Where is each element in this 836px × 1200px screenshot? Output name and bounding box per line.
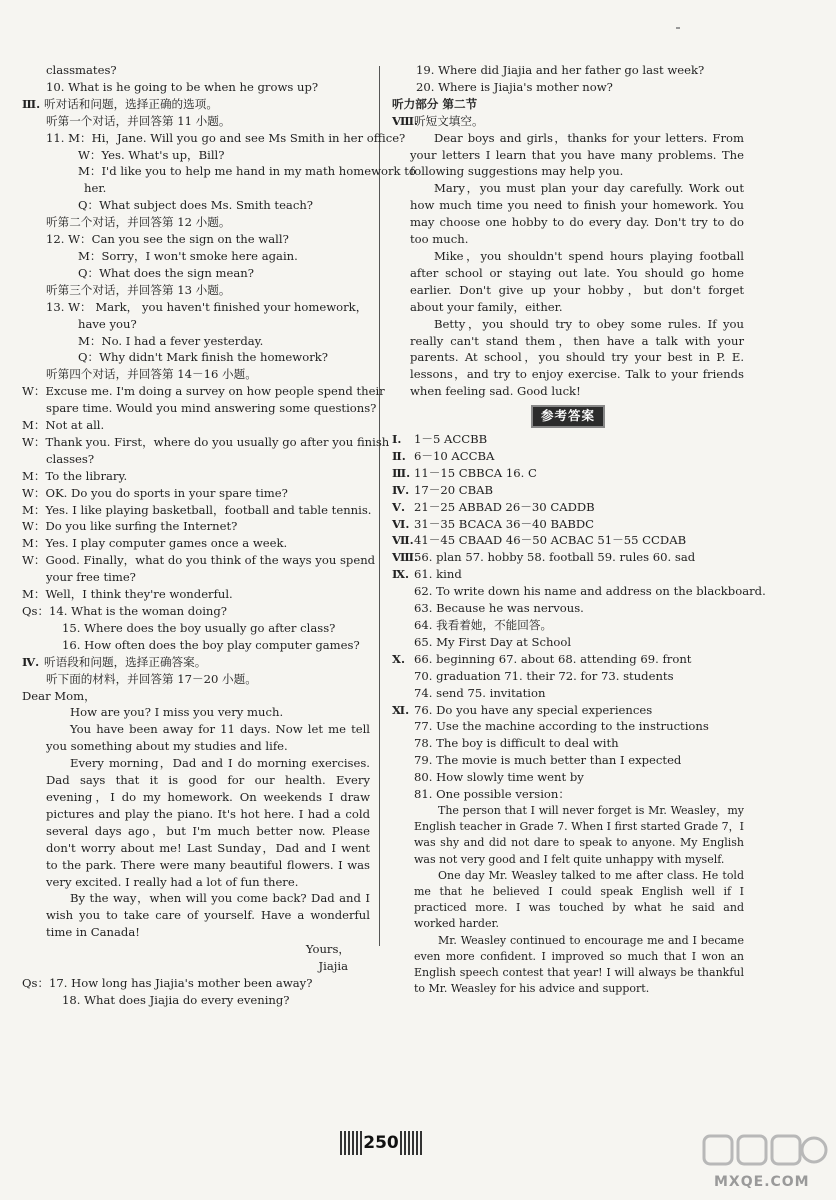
text-line	[22, 485, 370, 502]
text-line	[22, 130, 406, 147]
text-line	[22, 535, 370, 552]
answer-section-numeral: Ⅷ.	[392, 550, 419, 565]
page-number: 250	[363, 1133, 399, 1153]
answer-text: 80. How slowly time went by	[414, 770, 584, 785]
answer-row	[392, 532, 744, 549]
answer-text: 41－45 CBAAD 46－50 ACBAC 51－55 CCDAB	[414, 533, 687, 548]
text-line	[22, 637, 370, 654]
text-line	[22, 79, 370, 96]
essay-paragraph: Mr. Weasley continued to encourage me and I became even more confident. I improved so much that I won an English speech contest that year! I will always be thankful to Mr. Weasley for his advice and support.	[414, 933, 744, 996]
section-roman-numeral: Ⅳ.	[22, 654, 40, 669]
answer-text: 64. 我看着她，不能回答。	[414, 618, 553, 632]
letter-closing: Yours，	[305, 942, 350, 957]
paragraph: Mary，you must plan your day carefully. Work out how much time you need to finish your homework. You may choose one hobby to do every day. Don't try to do too much.	[410, 181, 744, 247]
answer-text: 56. plan 57. hobby 58. football 59. rules 60. sad	[414, 550, 696, 565]
paragraph: You have been away for 11 days. Now let me tell you something about my studies and life.	[46, 722, 370, 754]
answer-row	[392, 786, 744, 803]
text-line	[22, 265, 370, 282]
text-line	[392, 79, 744, 96]
answer-text: 78. The boy is difficult to deal with	[414, 736, 619, 751]
answer-row	[392, 634, 744, 651]
answer-text: 11－15 CBBCA 16. C	[414, 465, 537, 480]
answer-row	[392, 702, 744, 719]
line-text: Q：What subject does Ms. Smith teach?	[78, 198, 314, 213]
watermark-text: MXQE.COM	[714, 1174, 810, 1190]
answer-text: 79. The movie is much better than I expected	[414, 753, 682, 768]
answer-row	[392, 448, 744, 465]
text-line	[22, 434, 390, 451]
line-text: 13. W： Mark， you haven't finished your homework，	[46, 299, 368, 314]
line-text: M：Sorry，I won't smoke here again.	[78, 248, 298, 263]
section-roman-numeral: Ⅲ.	[22, 96, 41, 111]
line-text: W：Excuse me. I'm doing a survey on how people spend their	[22, 384, 385, 399]
answer-section-numeral: Ⅵ.	[392, 516, 410, 531]
line-text: 11. M：Hi，Jane. Will you go and see Ms Smith in her office?	[46, 130, 406, 145]
answer-text: 76. Do you have any special experiences	[414, 702, 653, 717]
line-text: spare time. Would you mind answering some questions?	[46, 401, 377, 416]
line-text: 听对话和问题，选择正确的选项。	[44, 96, 218, 111]
essay-paragraph: The person that I will never forget is Mr. Weasley，my English teacher in Grade 7. When I first started Grade 7，I was shy and did not dare to speak to anyone. My English was not very good and I felt quite unhappy with myself.	[414, 803, 744, 866]
line-text: Q：What does the sign mean?	[78, 265, 254, 280]
line-text: W：Thank you. First，where do you usually go after you finish	[22, 434, 390, 449]
answer-row	[392, 668, 744, 685]
page-number-bars-right	[400, 1131, 422, 1155]
line-text: W：OK. Do you do sports in your spare time?	[22, 485, 288, 500]
text-line	[22, 282, 370, 299]
answer-text: 74. send 75. invitation	[414, 685, 546, 700]
line-text: her.	[84, 181, 107, 196]
listening-passage	[392, 130, 744, 401]
listening-heading: 听力部分 第二节	[392, 96, 478, 111]
line-text: 听第三个对话，并回答第 13 小题。	[46, 282, 231, 297]
answer-section-numeral: Ⅱ.	[392, 448, 406, 463]
answer-row	[392, 617, 744, 634]
answer-row	[392, 600, 744, 617]
text-line	[22, 671, 370, 688]
answer-row	[392, 566, 744, 583]
line-text: M：Not at all.	[22, 418, 105, 433]
line-text: M：To the library.	[22, 468, 128, 483]
paragraph: Betty，you should try to obey some rules. If you really can't stand them，then have a talk with your parents. At school，you should try your best in P. E. lessons，and try to enjoy exercise. Talk to your friends when feeling sad. Good luck!	[410, 316, 744, 399]
paragraph: How are you? I miss you very much.	[70, 705, 284, 720]
text-line	[22, 586, 370, 603]
line-text: classmates?	[46, 63, 117, 77]
answer-row	[392, 465, 744, 482]
line-text: 听下面的材料，并回答第 17－20 小题。	[46, 671, 257, 686]
answer-section-numeral: Ⅶ.	[392, 533, 414, 548]
text-line	[22, 992, 370, 1009]
paragraph: Mike，you shouldn't spend hours playing football after school or staying out late. You should go home earlier. Don't give up your hobby，but don't forget about your family，either.	[410, 248, 744, 314]
text-line	[22, 96, 370, 113]
text-line	[22, 502, 370, 519]
paragraph: Dear boys and girls，thanks for your letters. From your letters I learn that you have many problems. The following suggestions may help you.	[410, 130, 744, 179]
answers-title-wrap	[392, 405, 744, 428]
text-line	[22, 147, 370, 164]
answer-row	[392, 583, 766, 600]
line-text: 20. Where is Jiajia's mother now?	[416, 79, 613, 94]
section-title: 听短文填空。	[414, 113, 484, 128]
letter-signature: Jiajia	[318, 959, 348, 974]
answer-row	[392, 499, 744, 516]
line-text: W：Good. Finally，what do you think of the ways you spend	[22, 553, 376, 568]
line-text: 19. Where did Jiajia and her father go last week?	[416, 63, 705, 77]
line-text: W：Do you like surfing the Internet?	[22, 519, 238, 534]
text-line	[22, 197, 370, 214]
sample-essay	[392, 803, 744, 997]
paragraph: Every morning，Dad and I do morning exercises. Dad says that it is good for our health. Every evening，I do my homework. On weekends I draw pictures and play the piano. It's hot here. I had a cold several days ago，but I'm much better now. Please don't worry about me! Last Sunday，Dad and I went to the park. There were many beautiful flowers. I was very excited. I really had a lot of fun there.	[46, 756, 370, 889]
answer-section-numeral: Ⅸ.	[392, 567, 410, 582]
line-text: have you?	[78, 316, 137, 331]
answer-row	[392, 752, 744, 769]
text-line	[22, 180, 370, 197]
line-text: M：No. I had a fever yesterday.	[78, 333, 264, 348]
line-text: Qs：14. What is the woman doing?	[22, 604, 228, 618]
line-text: M：Well，I think they're wonderful.	[22, 587, 233, 602]
text-line	[22, 975, 370, 992]
line-text: Dear Mom，	[22, 688, 96, 703]
answer-text: 65. My First Day at School	[414, 634, 572, 649]
answer-text: 70. graduation 71. their 72. for 73. students	[414, 668, 674, 683]
scan-speck	[676, 27, 680, 29]
line-text: 18. What does Jiajia do every evening?	[62, 992, 290, 1007]
line-text: M：I'd like you to help me hand in my math homework to	[78, 164, 416, 179]
line-text: 听第一个对话，并回答第 11 小题。	[46, 113, 231, 128]
text-line	[22, 316, 370, 333]
right-question-lines	[392, 62, 744, 96]
text-line	[22, 603, 370, 620]
answer-row	[392, 685, 744, 702]
text-line	[22, 214, 370, 231]
answer-text: 81. One possible version：	[414, 787, 570, 802]
text-line	[22, 383, 385, 400]
text-line	[22, 654, 370, 671]
essay-paragraph: One day Mr. Weasley talked to me after class. He told me that he believed I could speak English well if I practiced more. I was touched by what he said and worked harder.	[414, 868, 744, 931]
line-text: 12. W：Can you see the sign on the wall?	[46, 232, 289, 247]
text-line	[22, 468, 370, 485]
left-final-questions	[22, 975, 370, 1009]
answer-text: 6－10 ACCBA	[414, 448, 495, 463]
line-text: your free time?	[46, 570, 136, 585]
text-line	[22, 552, 376, 569]
answer-key	[392, 431, 766, 803]
line-text: 15. Where does the boy usually go after class?	[62, 620, 336, 635]
line-text: 16. How often does the boy play computer games?	[62, 637, 360, 652]
line-text: classes?	[46, 451, 95, 466]
answer-text: 62. To write down his name and address on the blackboard.	[414, 584, 766, 599]
text-line	[22, 518, 370, 535]
text-line	[22, 349, 370, 366]
answer-text: 31－35 BCACA 36－40 BABDC	[414, 516, 595, 531]
text-line	[22, 299, 370, 316]
text-line	[22, 163, 416, 180]
answer-section-numeral: Ⅰ.	[392, 432, 402, 447]
line-text: Qs：17. How long has Jiajia's mother been away?	[22, 975, 313, 990]
text-line	[392, 62, 744, 79]
answer-text: 1－5 ACCBB	[414, 432, 488, 447]
section-heading	[392, 96, 744, 113]
line-text: W：Yes. What's up，Bill?	[78, 147, 225, 162]
answers-title: 参考答案	[531, 405, 605, 428]
right-column	[392, 62, 766, 997]
answer-row	[392, 482, 744, 499]
answer-section-numeral: Ⅺ.	[392, 702, 410, 717]
answer-row	[392, 769, 744, 786]
answer-section-numeral: Ⅹ.	[392, 651, 406, 666]
text-line	[22, 62, 370, 79]
answer-row	[392, 516, 744, 533]
answer-text: 17－20 CBAB	[414, 482, 494, 497]
answer-text: 61. kind	[414, 567, 462, 582]
answer-section-numeral: Ⅲ.	[392, 465, 411, 480]
text-line	[22, 231, 370, 248]
column-divider	[379, 66, 380, 946]
text-line	[22, 248, 370, 265]
section-8-heading	[392, 113, 744, 130]
section-roman-numeral: Ⅷ.	[392, 113, 419, 128]
answer-section-numeral: Ⅳ.	[392, 482, 410, 497]
answer-row	[392, 549, 744, 566]
text-line	[22, 400, 377, 417]
text-line	[22, 688, 370, 705]
line-text: 听语段和问题，选择正确答案。	[44, 654, 207, 669]
line-text: Q：Why didn't Mark finish the homework?	[78, 350, 328, 365]
text-line	[22, 417, 370, 434]
answer-row	[392, 431, 744, 448]
answer-text: 66. beginning 67. about 68. attending 69. front	[414, 651, 692, 666]
text-line	[22, 333, 370, 350]
answer-text: 21－25 ABBAD 26－30 CADDB	[414, 499, 595, 514]
line-text: 听第二个对话，并回答第 12 小题。	[46, 215, 231, 230]
paragraph: By the way，when will you come back? Dad and I wish you to take care of yourself. Have a wonderful time in Canada!	[46, 891, 370, 940]
answer-row	[392, 718, 744, 735]
line-text: M：Yes. I like playing basketball，football and table tennis.	[22, 502, 372, 517]
line-text: 10. What is he going to be when he grows up?	[46, 79, 319, 94]
answer-text: 77. Use the machine according to the instructions	[414, 719, 709, 734]
text-line	[22, 366, 370, 383]
answer-row	[392, 735, 744, 752]
letter-body	[22, 704, 370, 941]
line-text: 听第四个对话，并回答第 14－16 小题。	[46, 367, 257, 382]
text-line	[22, 451, 370, 468]
answer-text: 63. Because he was nervous.	[414, 601, 584, 616]
answer-section-numeral: Ⅴ.	[392, 499, 406, 514]
text-line	[22, 569, 370, 586]
text-line	[22, 113, 370, 130]
line-text: M：Yes. I play computer games once a week.	[22, 536, 288, 551]
text-line	[22, 620, 370, 637]
answer-row	[392, 651, 744, 668]
